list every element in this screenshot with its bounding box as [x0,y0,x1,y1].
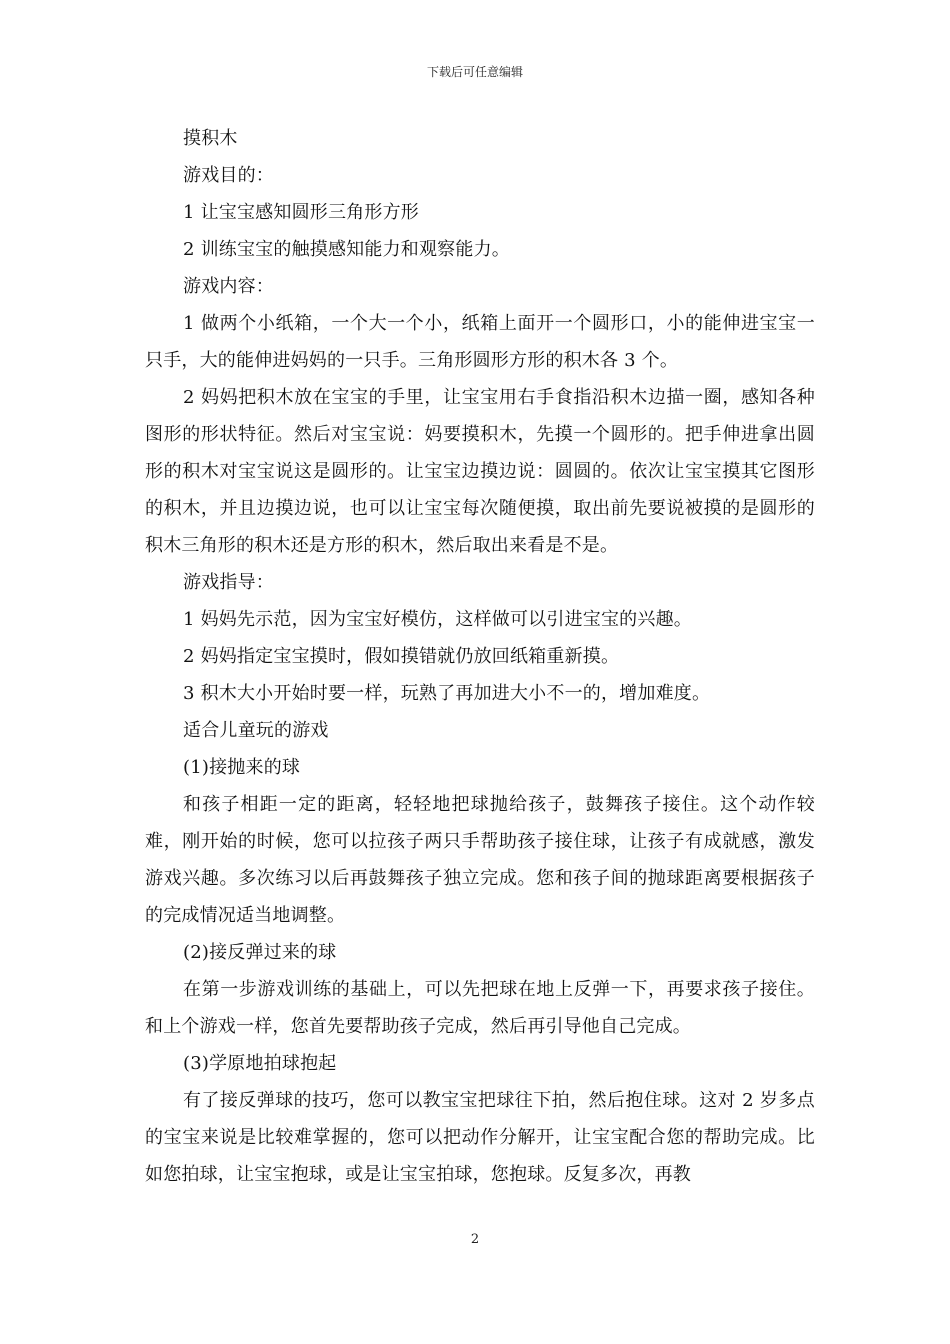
subheading: (2)接反弹过来的球 [183,942,337,963]
section-heading-content: 游戏内容： [183,276,274,297]
paragraph: 1 妈妈先示范，因为宝宝好模仿，这样做可以引进宝宝的兴趣。 [183,609,692,630]
section-heading-games: 适合儿童玩的游戏 [183,720,329,741]
paragraph: 2 训练宝宝的触摸感知能力和观察能力。 [183,239,510,260]
section-heading-guidance: 游戏指导： [183,572,274,593]
paragraph: 3 积木大小开始时要一样，玩熟了再加进大小不一的，增加难度。 [183,683,711,704]
paragraph: 1 做两个小纸箱，一个大一个小，纸箱上面开一个圆形口，小的能伸进宝宝一只手，大的能伸进妈妈的一只手。三角形圆形方形的积木各 3 个。 [145,313,815,371]
page-number: 2 [470,1232,480,1247]
section-heading-goal: 游戏目的： [183,165,274,186]
paragraph: 2 妈妈指定宝宝摸时，假如摸错就仍放回纸箱重新摸。 [183,646,620,667]
page-header: 下载后可任意编辑 [426,65,523,79]
paragraph: 和孩子相距一定的距离，轻轻地把球抛给孩子，鼓舞孩子接住。这个动作较难，刚开始的时候，您可以拉孩子两只手帮助孩子接住球，让孩子有成就感，激发游戏兴趣。多次练习以后再鼓舞孩子独立完成。您和孩子间的抛球距离要根据孩子的完成情况适当地调整。 [145,794,815,926]
paragraph: 在第一步游戏训练的基础上，可以先把球在地上反弹一下，再要求孩子接住。和上个游戏一样，您首先要帮助孩子完成，然后再引导他自己完成。 [145,979,815,1037]
document-body [145,120,815,1193]
subheading: (3)学原地拍球抱起 [183,1053,337,1074]
paragraph: 1 让宝宝感知圆形三角形方形 [183,202,419,223]
paragraph: 有了接反弹球的技巧，您可以教宝宝把球往下拍，然后抱住球。这对 2 岁多点的宝宝来说是比较难掌握的，您可以把动作分解开，让宝宝配合您的帮助完成。比如您拍球，让宝宝抱球，或是让宝宝拍球，您抱球。反复多次，再教 [145,1090,815,1185]
doc-title: 摸积木 [183,128,238,149]
subheading: (1)接抛来的球 [183,757,301,778]
paragraph: 2 妈妈把积木放在宝宝的手里，让宝宝用右手食指沿积木边描一圈，感知各种图形的形状特征。然后对宝宝说：妈要摸积木，先摸一个圆形的。把手伸进拿出圆形的积木对宝宝说这是圆形的。让宝宝边摸边说：圆圆的。依次让宝宝摸其它图形的积木，并且边摸边说，也可以让宝宝每次随便摸，取出前先要说被摸的是圆形的积木三角形的积木还是方形的积木，然后取出来看是不是。 [145,387,815,556]
